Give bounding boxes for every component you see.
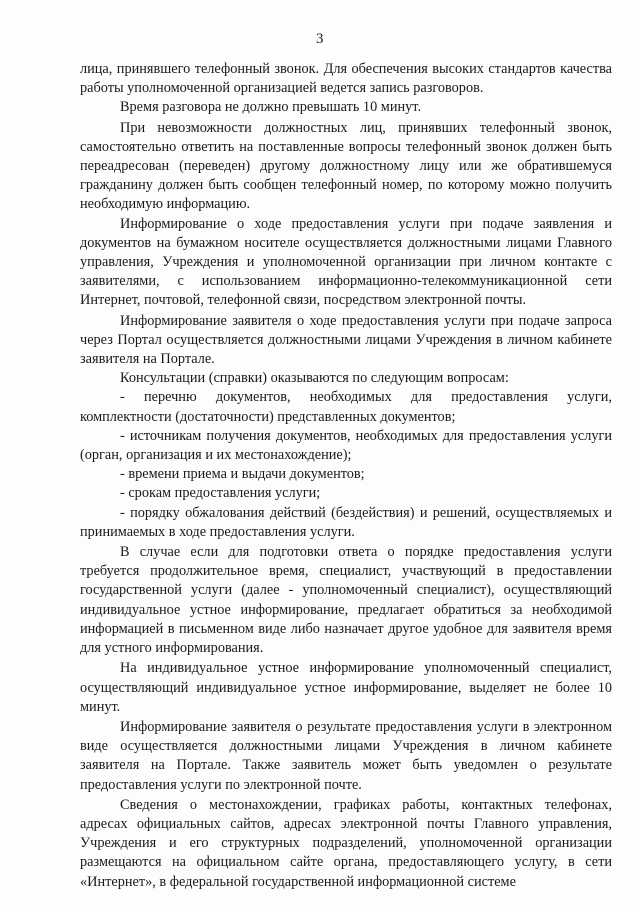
paragraph-electronic-result: Информирование заявителя о результате предоставления услуги в электронном виде осуществляется должностными лицами Учреждения в личном кабинете заявителя на Портале. Также заявитель может быть уведомлен о результате предоставления услуги по электронной почте. — [80, 718, 612, 793]
document-body — [80, 60, 612, 892]
page-number: 3 — [316, 31, 324, 47]
list-item-reception-time: - времени приема и выдачи документов; — [120, 466, 365, 483]
paragraph-portal-progress-info: Информирование заявителя о ходе предоставления услуги при подаче запроса через Портал осуществляется должностными лицами Учреждения в личном кабинете заявителя на Портале. — [80, 312, 612, 368]
paragraph-oral-info-limit: На индивидуальное устное информирование уполномоченный специалист, осуществляющий индивидуальное устное информирование, выделяет не более 10 минут. — [80, 660, 612, 715]
paragraph-long-answer: В случае если для подготовки ответа о порядке предоставления услуги требуется продолжительное время, специалист, участвующий в предоставлении государственной услуги (далее - уполномоченный специалист), осуществляющий индивидуальное устное информирование, предлагает обратиться за необходимой информацией в письменном виде либо назначает другое удобное для заявителя время для устного информирования. — [80, 544, 612, 657]
paragraph-call-duration: Время разговора не должно превышать 10 минут. — [120, 99, 422, 116]
list-item-appeal-procedure: - порядку обжалования действий (бездействия) и решений, осуществляемых и принимаемых в ходе предоставления услуги. — [80, 504, 612, 540]
paragraph-location-info: Сведения о местонахождении, графиках работы, контактных телефонах, адресах официальных сайтов, адресах электронной почты Главного управления, Учреждения и его структурных подразделений, уполномоченной организации размещаются на официальном сайте органа, предоставляющего услугу, в сети «Интернет», в федеральной государственной информационной системе — [80, 796, 612, 890]
paragraph-call-redirect: При невозможности должностных лиц, принявших телефонный звонок, самостоятельно ответить на поставленные вопросы телефонный звонок должен быть переадресован (переведен) другому должностному лицу или же обратившемуся гражданину должен быть сообщен телефонный номер, по которому можно получить необходимую информацию. — [80, 119, 612, 213]
paragraph-consultation-topics: Консультации (справки) оказываются по следующим вопросам: — [120, 370, 509, 387]
paragraph-call-recording: лица, принявшего телефонный звонок. Для обеспечения высоких стандартов качества работы уполномоченной организацией ведется запись разговоров. — [80, 61, 612, 97]
list-item-documents: - перечню документов, необходимых для предоставления услуги, комплектности (достаточности) представленных документов; — [80, 389, 612, 425]
list-item-service-terms: - срокам предоставления услуги; — [120, 485, 321, 502]
paragraph-paper-progress-info: Информирование о ходе предоставления услуги при подаче заявления и документов на бумажном носителе осуществляется должностными лицами Главного управления, Учреждения и уполномоченной организации при личном контакте с заявителями, с использованием информационно-телекоммуникационной сети Интернет, почтовой, телефонной связи, посредством электронной почты. — [80, 215, 612, 309]
list-item-document-sources: - источникам получения документов, необходимых для предоставления услуги (орган, организация и их местонахождение); — [80, 427, 612, 464]
